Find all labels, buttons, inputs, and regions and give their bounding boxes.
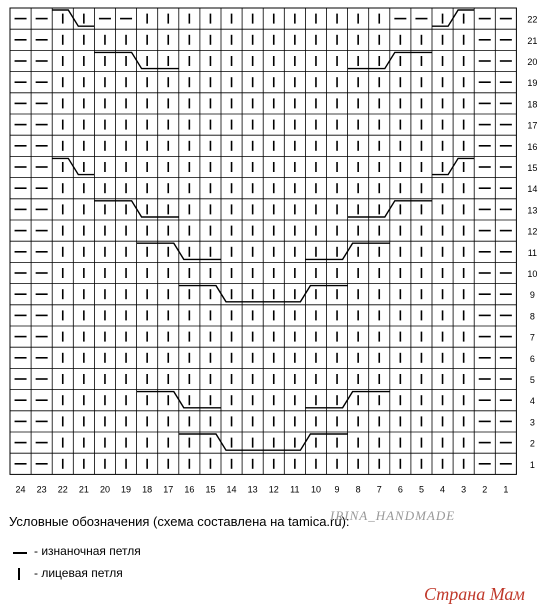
column-number-label: 24: [15, 484, 26, 495]
column-number-label: 8: [355, 484, 361, 495]
column-number-label: 16: [184, 484, 195, 495]
column-number-label: 22: [57, 484, 68, 495]
column-number-label: 5: [418, 484, 424, 495]
column-number-label: 4: [440, 484, 446, 495]
row-number-label: 5: [529, 375, 535, 385]
row-number-label: 18: [527, 99, 538, 110]
column-number-label: 3: [461, 484, 467, 495]
column-number-label: 2: [482, 484, 488, 495]
column-number-label: 12: [268, 484, 279, 495]
column-number-label: 10: [310, 484, 321, 495]
column-number-label: 17: [163, 484, 174, 495]
column-number-label: 18: [142, 484, 153, 495]
column-number-label: 6: [397, 484, 403, 495]
row-number-label: 14: [527, 184, 538, 195]
row-number-label: 19: [527, 78, 538, 89]
row-number-label: 8: [529, 311, 535, 322]
knit-legend-label: - лицевая петля: [34, 566, 123, 580]
purl-legend-label: - изнаночная петля: [34, 544, 141, 558]
row-number-label: 4: [529, 396, 535, 407]
row-number-label: 7: [529, 332, 535, 343]
site-logo: Страна Мам: [424, 584, 525, 604]
row-number-label: 3: [529, 417, 535, 428]
row-number-label: 15: [527, 163, 538, 173]
knit-symbol-icon: [18, 568, 20, 580]
column-number-label: 1: [503, 484, 509, 495]
column-number-label: 21: [78, 484, 89, 495]
row-number-label: 1: [529, 459, 535, 470]
row-number-label: 6: [529, 353, 535, 364]
row-number-label: 20: [527, 57, 538, 67]
row-number-label: 13: [527, 205, 538, 216]
column-number-label: 15: [205, 484, 216, 495]
row-number-label: 10: [527, 269, 538, 279]
row-number-label: 11: [527, 247, 538, 258]
watermark: IRINA_HANDMADE: [330, 508, 456, 523]
purl-symbol-icon: [13, 552, 27, 554]
row-number-label: 17: [527, 120, 538, 131]
legend-caption: Условные обозначения (схема составлена на tamica.ru):: [9, 514, 350, 529]
column-number-label: 11: [290, 484, 300, 495]
row-number-label: 9: [529, 290, 535, 301]
column-number-label: 20: [99, 484, 110, 495]
column-number-label: 19: [121, 484, 132, 495]
column-number-label: 13: [247, 484, 258, 495]
row-number-label: 21: [527, 35, 538, 46]
column-number-label: 14: [226, 484, 237, 495]
row-number-label: 2: [529, 438, 535, 449]
row-number-label: 22: [527, 14, 538, 25]
row-number-label: 16: [527, 141, 538, 152]
column-number-label: 9: [334, 484, 340, 495]
column-number-label: 7: [376, 484, 382, 495]
column-number-label: 23: [36, 484, 47, 495]
row-number-label: 12: [527, 226, 538, 237]
